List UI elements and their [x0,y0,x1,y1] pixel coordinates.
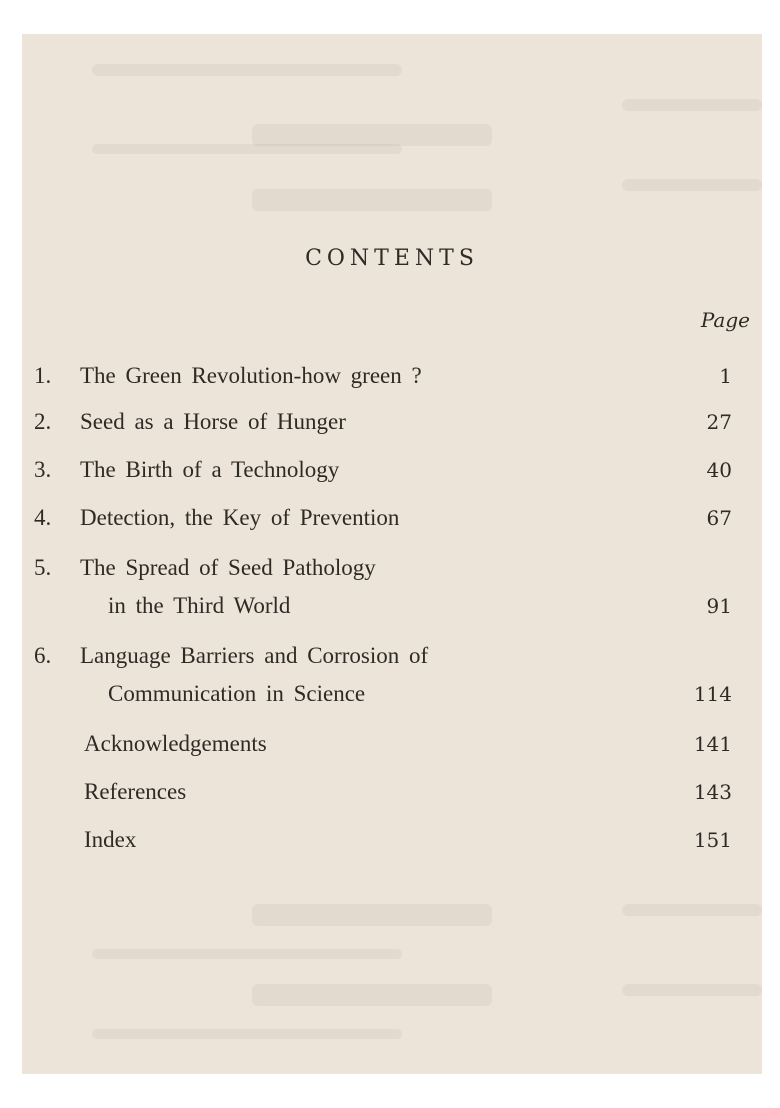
page-number: 91 [706,594,732,618]
show-through-smudge [622,984,762,996]
page-number: 1 [719,364,732,388]
show-through-smudge [622,179,762,191]
show-through-smudge [252,904,492,926]
chapter-title: Detection, the Key of Prevention [80,505,400,530]
chapter-title: Language Barriers and Corrosion of [80,643,429,668]
chapter-number: 5. [34,555,52,580]
page-number: 67 [706,506,732,530]
page-number: 151 [693,828,732,852]
chapter-title: The Green Revolution-how green ? [80,363,422,388]
chapter-number: 4. [34,505,52,530]
show-through-smudge [252,984,492,1006]
page-number: 143 [693,780,732,804]
section-title: Index [84,827,137,852]
section-title: References [84,779,187,804]
show-through-smudge [92,949,402,959]
page-column-header: Page [700,308,750,332]
show-through-smudge [252,189,492,211]
show-through-smudge [622,904,762,916]
section-title: Acknowledgements [84,731,267,756]
page-number: 114 [693,682,732,706]
contents-title: CONTENTS [305,246,479,271]
chapter-number: 3. [34,457,52,482]
show-through-smudge [252,124,492,146]
chapter-number: 6. [34,643,52,668]
chapter-title: The Spread of Seed Pathology [80,555,376,580]
page-number: 141 [693,732,732,756]
chapter-title: The Birth of a Technology [80,457,340,482]
show-through-smudge [92,64,402,76]
page-number: 27 [706,410,732,434]
show-through-smudge [92,1029,402,1039]
show-through-smudge [92,144,402,154]
show-through-smudge [622,99,762,111]
chapter-number: 1. [34,363,52,388]
page-number: 40 [706,458,732,482]
chapter-title: Seed as a Horse of Hunger [80,409,346,434]
chapter-title-continued: in the Third World [108,593,291,618]
chapter-number: 2. [34,409,52,434]
chapter-title-continued: Communication in Science [108,681,366,706]
book-page [22,34,762,1074]
